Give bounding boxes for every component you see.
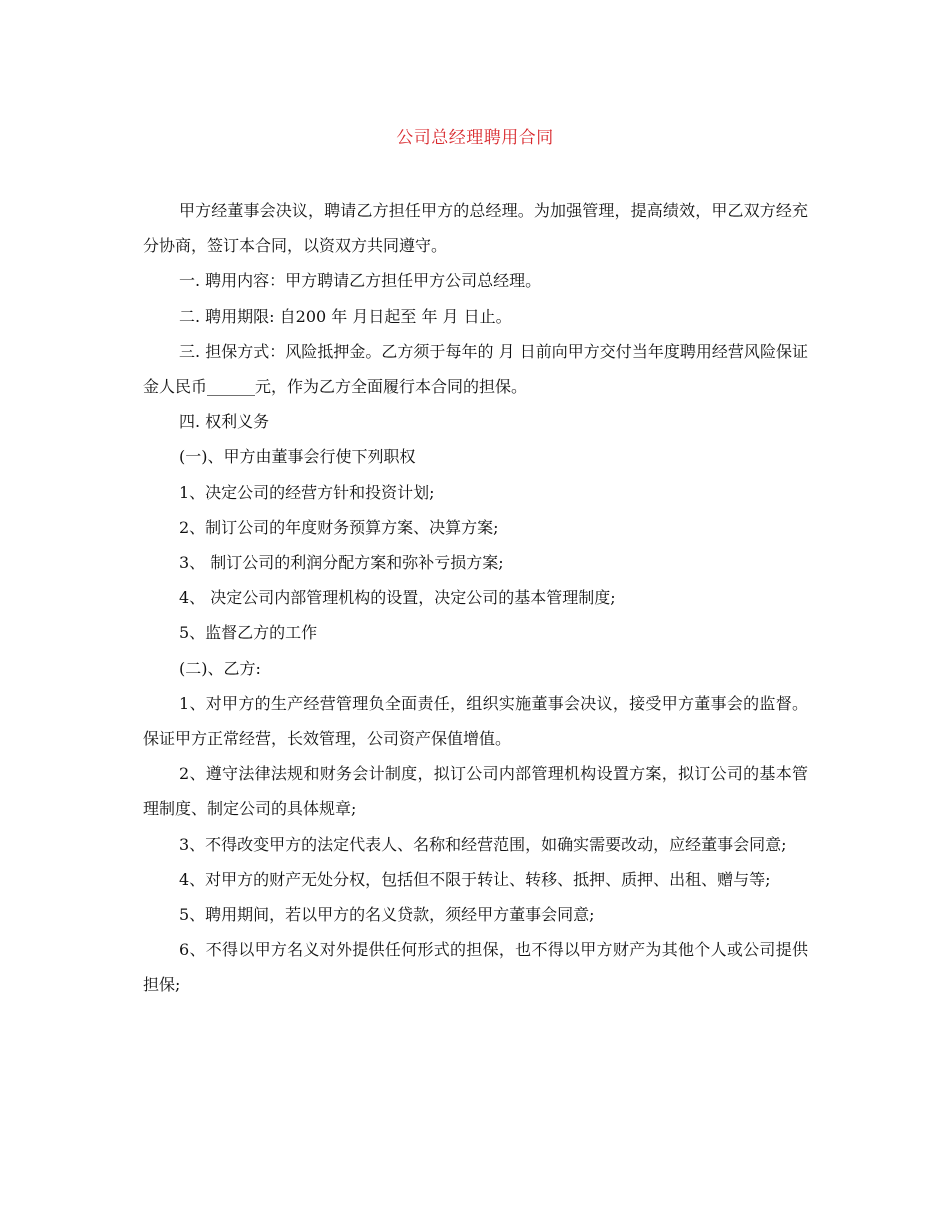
clause-1-employment-content: 一. 聘用内容：甲方聘请乙方担任甲方公司总经理。 xyxy=(179,271,542,291)
intro-paragraph: 甲方经董事会决议，聘请乙方担任甲方的总经理。为加强管理，提高绩效，甲乙双方经充分协商，签订本合同，以资双方共同遵守。 xyxy=(143,201,808,256)
party-a-item-3: 3、 制订公司的利润分配方案和弥补亏损方案; xyxy=(179,553,504,573)
party-b-item-1: 1、对甲方的生产经营管理负全面责任，组织实施董事会决议，接受甲方董事会的监督。保证甲方正常经营，长效管理，公司资产保值增值。 xyxy=(143,693,808,749)
clause-2-employment-term: 二. 聘用期限: 自200 年 月日起至 年 月 日止。 xyxy=(179,306,512,326)
party-a-item-2: 2、制订公司的年度财务预算方案、决算方案; xyxy=(179,517,499,537)
party-b-item-3: 3、不得改变甲方的法定代表人、名称和经营范围，如确实需要改动，应经董事会同意; xyxy=(179,834,787,854)
party-a-item-5: 5、监督乙方的工作 xyxy=(179,623,318,643)
party-b-item-4: 4、对甲方的财产无处分权，包括但不限于转让、转移、抵押、质押、出租、赠与等; xyxy=(179,869,771,889)
party-b-item-5: 5、聘用期间，若以甲方的名义贷款，须经甲方董事会同意; xyxy=(179,905,595,925)
section-party-a-heading: (一)、甲方由董事会行使下列职权 xyxy=(179,447,416,467)
document-title: 公司总经理聘用合同 xyxy=(396,128,554,148)
party-b-item-6: 6、不得以甲方名义对外提供任何形式的担保，也不得以甲方财产为其他个人或公司提供担保; xyxy=(143,940,808,995)
clause-3-guarantee: 三. 担保方式：风险抵押金。乙方须于每年的 月 日前向甲方交付当年度聘用经营风险保证金人民币______元，作为乙方全面履行本合同的担保。 xyxy=(143,341,808,397)
party-a-item-1: 1、决定公司的经营方针和投资计划; xyxy=(179,482,435,502)
section-party-b-heading: (二)、乙方: xyxy=(179,658,261,678)
clause-4-heading: 四. 权利义务 xyxy=(179,412,270,432)
party-b-item-2: 2、遵守法律法规和财务会计制度，拟订公司内部管理机构设置方案，拟订公司的基本管理制度、制定公司的具体规章; xyxy=(143,764,808,819)
document-body xyxy=(143,193,808,1003)
party-a-item-4: 4、 决定公司内部管理机构的设置，决定公司的基本管理制度; xyxy=(179,588,616,608)
